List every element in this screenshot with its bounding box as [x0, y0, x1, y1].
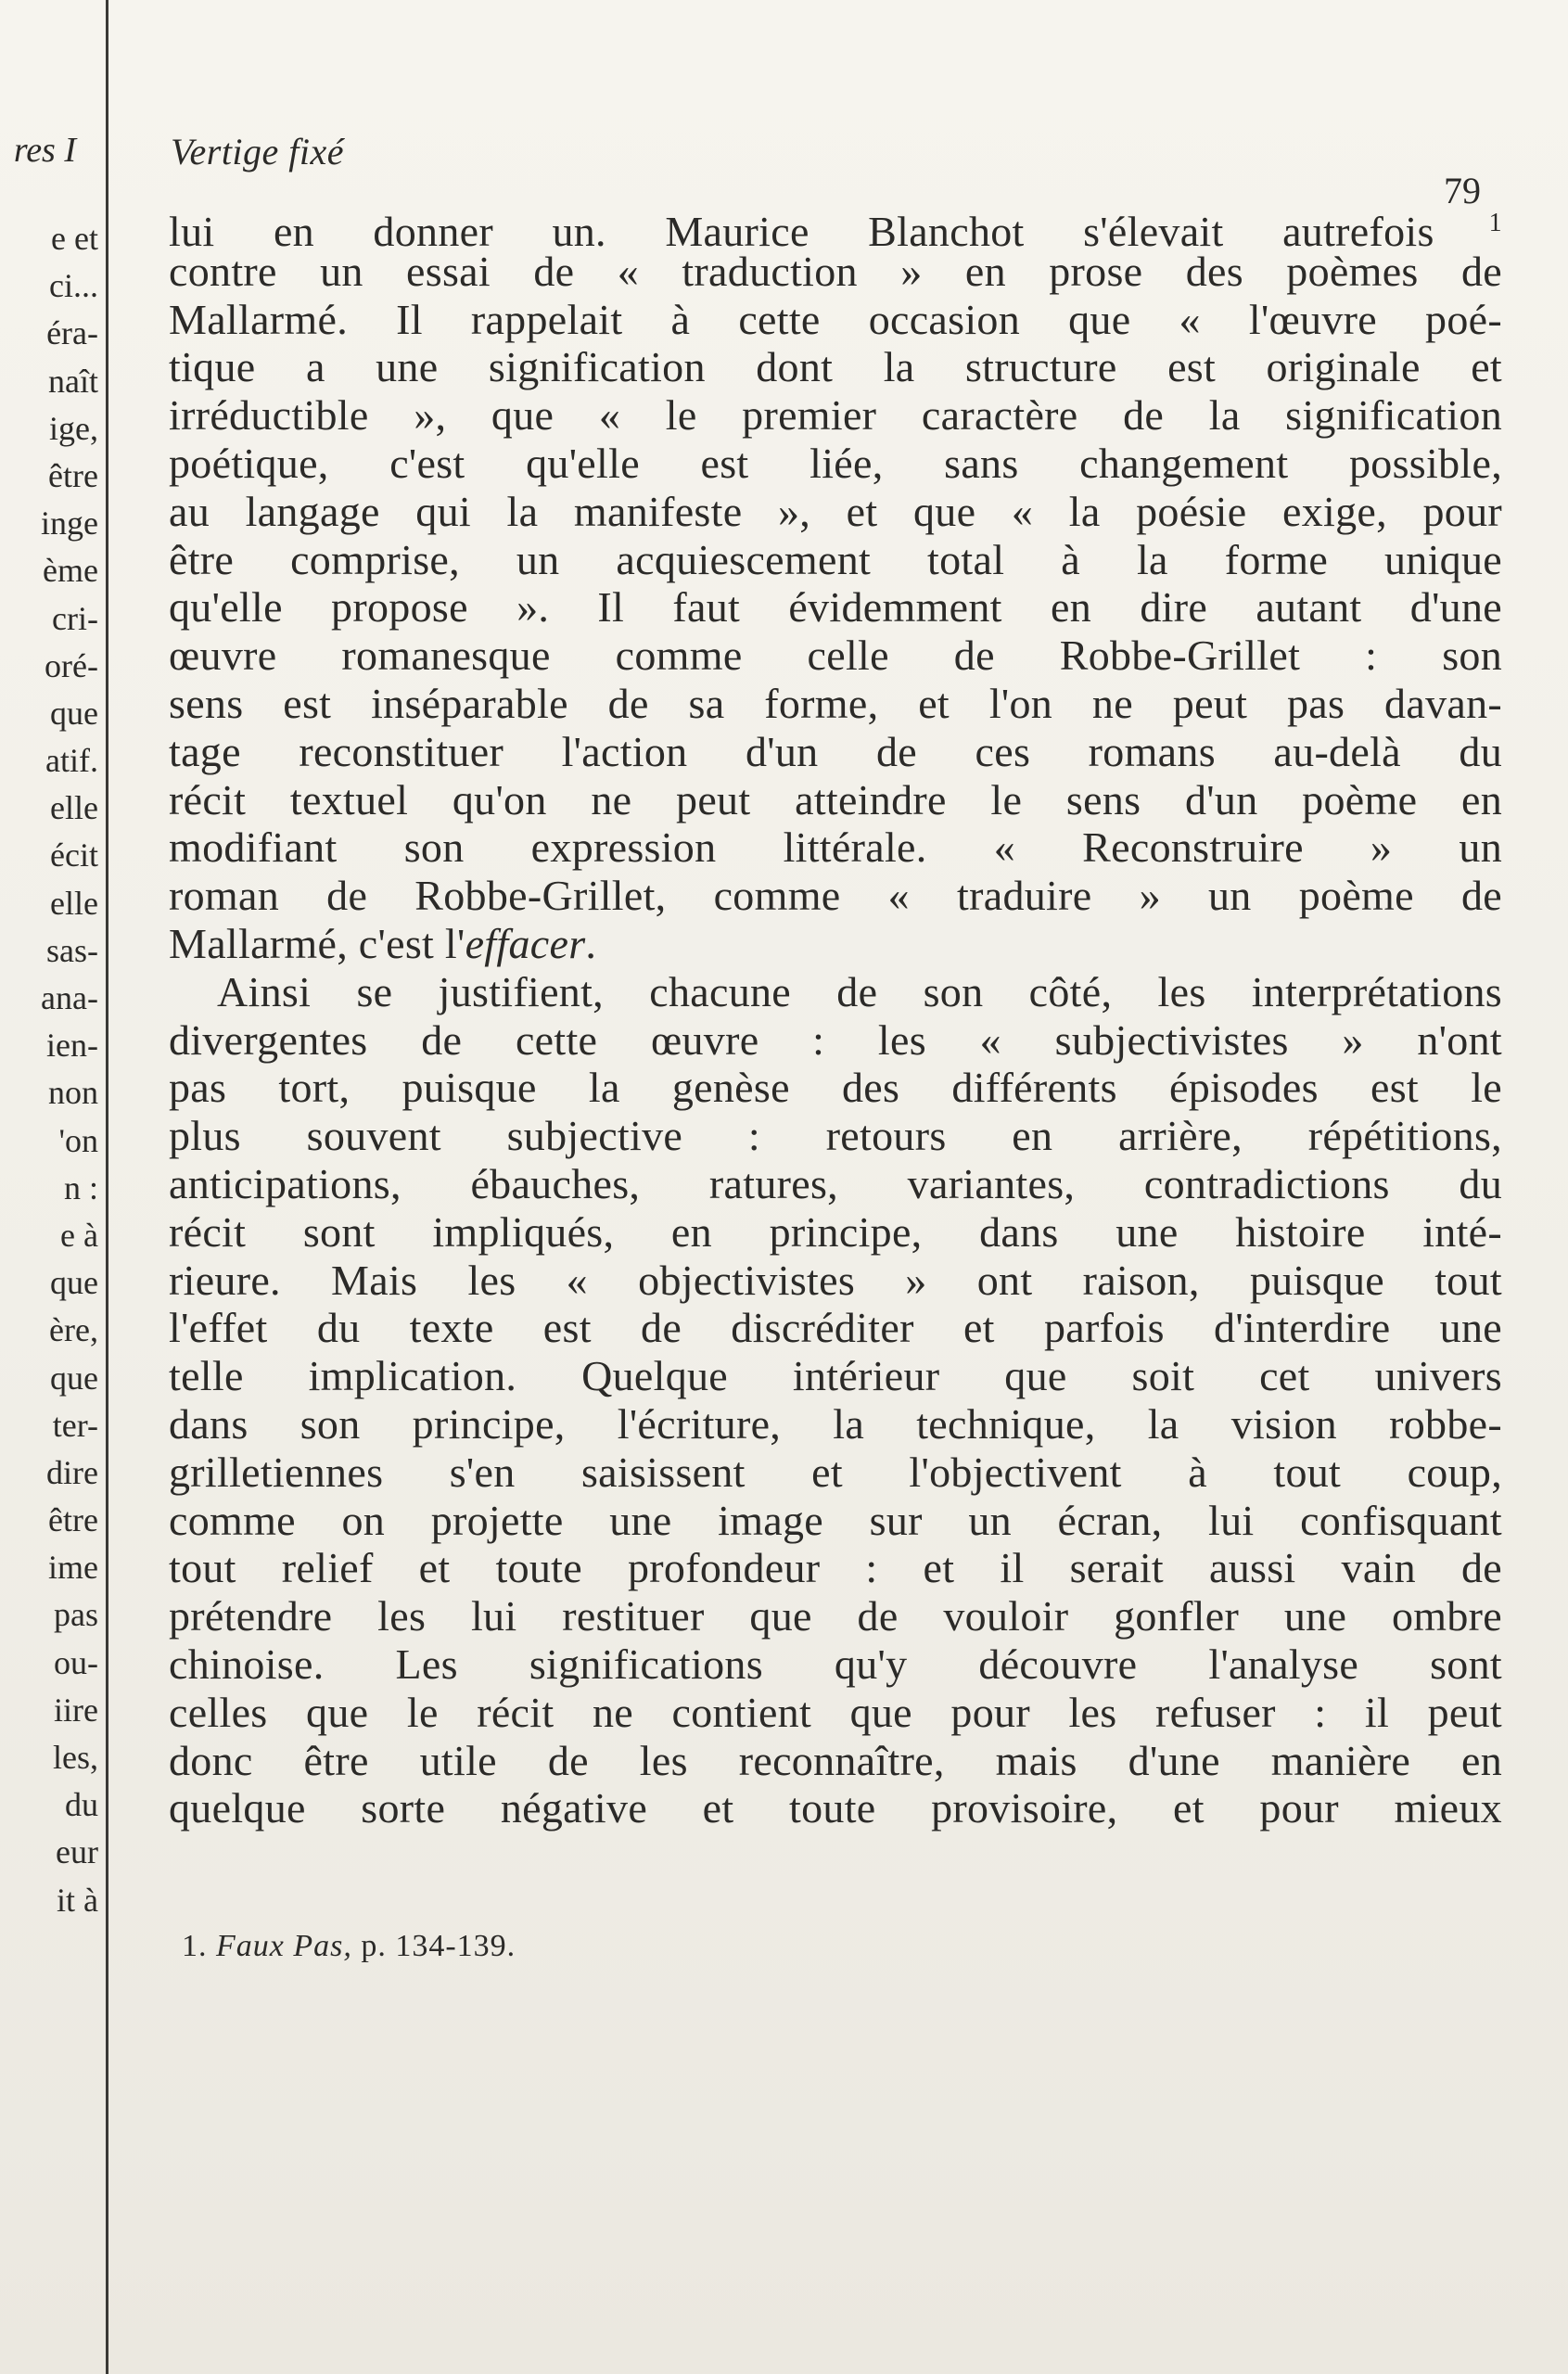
left-page-fragment: 'on — [58, 1121, 98, 1159]
left-page-fragment: les, — [53, 1739, 98, 1776]
left-page-fragment: e à — [60, 1216, 98, 1254]
left-page-fragment: inge — [41, 504, 98, 542]
left-page-fragment: ana- — [41, 979, 98, 1016]
left-page-fragment: ème — [43, 552, 98, 590]
left-page-fragment: non — [48, 1074, 98, 1112]
text-line: dans son principe, l'écriture, la technique, la vision robbe- — [169, 1399, 1502, 1448]
text-line: irréductible », que « le premier caractère de la signification — [169, 391, 1502, 440]
left-page-fragment: ien- — [46, 1027, 98, 1065]
text-line: donc être utile de les reconnaître, mais d'une manière en — [169, 1736, 1502, 1784]
running-head: Vertige fixé — [171, 131, 345, 172]
left-page-fragment: ère, — [49, 1311, 98, 1349]
text-line: tique a une signification dont la structure est originale et — [169, 343, 1502, 391]
text-line: sens est inséparable de sa forme, et l'on ne peut pas davan- — [169, 679, 1502, 727]
text-line: tout relief et toute profondeur : et il serait aussi vain de — [169, 1544, 1502, 1592]
left-page-fragment: que — [50, 1359, 98, 1397]
text-line: pas tort, puisque la genèse des différents épisodes est le — [169, 1064, 1502, 1112]
footnote-pages: p. 134-139. — [361, 1929, 516, 1963]
left-page-fragment: naît — [48, 362, 98, 400]
text-line: telle implication. Quelque intérieur que soit cet univers — [169, 1352, 1502, 1400]
text-line: contre un essai de « traduction » en prose des poèmes de — [169, 247, 1502, 295]
text-line: être comprise, un acquiescement total à la forme unique — [169, 535, 1502, 583]
gutter-fold — [106, 0, 108, 2374]
left-page-fragment: ci... — [49, 267, 98, 305]
footnote — [182, 1929, 516, 1964]
text-line: prétendre les lui restituer que de vouloir gonfler une ombre — [169, 1592, 1502, 1640]
left-page-fragment: elle — [50, 884, 98, 922]
text-segment: Mallarmé, c'est l' — [169, 919, 465, 967]
text-line: roman de Robbe-Grillet, comme « traduire » un poème de — [169, 872, 1502, 920]
left-page-fragment: eur — [56, 1833, 98, 1871]
text-line: récit textuel qu'on ne peut atteindre le sens d'un poème en — [169, 775, 1502, 823]
text-line: au langage qui la manifeste », et que « la poésie exige, pour — [169, 487, 1502, 535]
left-page-fragment: it à — [57, 1881, 98, 1919]
text-line: Mallarmé. Il rappelait à cette occasion que « l'œuvre poé- — [169, 295, 1502, 343]
left-page-fragment: ige, — [49, 409, 98, 447]
text-line: qu'elle propose ». Il faut évidemment en dire autant d'une — [169, 583, 1502, 632]
text-line: modifiant son expression littérale. « Reconstruire » un — [169, 823, 1502, 872]
body-text — [169, 199, 1502, 1832]
left-page-fragment: ter- — [52, 1406, 98, 1444]
footnote-reference[interactable]: 1 — [1434, 209, 1502, 237]
left-page-fragment: pas — [54, 1596, 98, 1634]
text-line: l'effet du texte est de discréditer et parfois d'interdire une — [169, 1304, 1502, 1352]
left-page-fragment: du — [65, 1786, 98, 1824]
text-line: celles que le récit ne contient que pour les refuser : il peut — [169, 1688, 1502, 1736]
left-page-fragment: éra- — [46, 314, 98, 352]
text-line: Ainsi se justifient, chacune de son côté, les interprétations — [217, 967, 1502, 1015]
text-line: lui en donner un. Maurice Blanchot s'élevait autrefois $^1$ — [169, 208, 1502, 255]
text-line: tage reconstituer l'action d'un de ces romans au-delà du — [169, 727, 1502, 775]
text-line: rieure. Mais les « objectivistes » ont raison, puisque tout — [169, 1256, 1502, 1304]
left-page-fragment: être — [48, 456, 98, 494]
text-line: chinoise. Les significations qu'y découvre l'analyse sont — [169, 1640, 1502, 1688]
text-line: plus souvent subjective : retours en arrière, répétitions, — [169, 1112, 1502, 1160]
text-line — [169, 920, 1502, 968]
left-page-fragment: iire — [54, 1691, 98, 1729]
left-page-fragment: dire — [46, 1453, 98, 1491]
left-page-fragment: être — [48, 1501, 98, 1539]
text-line: comme on projette une image sur un écran, lui confisquant — [169, 1496, 1502, 1544]
footnote-number: 1. — [182, 1929, 208, 1963]
text-line: divergentes de cette œuvre : les « subjectivistes » n'ont — [169, 1015, 1502, 1064]
left-page-fragment: ou- — [54, 1643, 98, 1681]
emphasis-effacer: effacer — [465, 919, 586, 967]
text-line: œuvre romanesque comme celle de Robbe-Grillet : son — [169, 632, 1502, 680]
left-page-running-head: res I — [13, 131, 76, 170]
left-page-fragment: e et — [51, 220, 98, 257]
left-page-fragment: n : — [63, 1168, 98, 1206]
left-page-fragment: cri- — [52, 599, 98, 637]
text-line: récit sont impliqués, en principe, dans une histoire inté- — [169, 1207, 1502, 1256]
text-line: grilletiennes s'en saisissent et l'objectivent à tout coup, — [169, 1448, 1502, 1496]
left-page-fragment: écit — [50, 836, 98, 874]
text-line: poétique, c'est qu'elle est liée, sans changement possible, — [169, 439, 1502, 487]
left-page-text-fragments — [0, 215, 98, 1924]
text-line: anticipations, ébauches, ratures, variantes, contradictions du — [169, 1159, 1502, 1207]
left-page-fragment: atif. — [45, 742, 98, 780]
left-page-fragment: que — [50, 694, 98, 732]
left-page-fragment: que — [50, 1264, 98, 1302]
text-segment: . — [585, 919, 597, 967]
left-page-fragment: sas- — [46, 931, 98, 969]
left-page-fragment: oré- — [45, 646, 98, 684]
left-page-fragment: ime — [48, 1549, 98, 1587]
text-line: quelque sorte négative et toute provisoire, et pour mieux — [169, 1784, 1502, 1832]
page-number: 79 — [1444, 170, 1481, 211]
footnote-title: Faux Pas, — [216, 1929, 352, 1963]
left-page-fragment: elle — [50, 789, 98, 827]
